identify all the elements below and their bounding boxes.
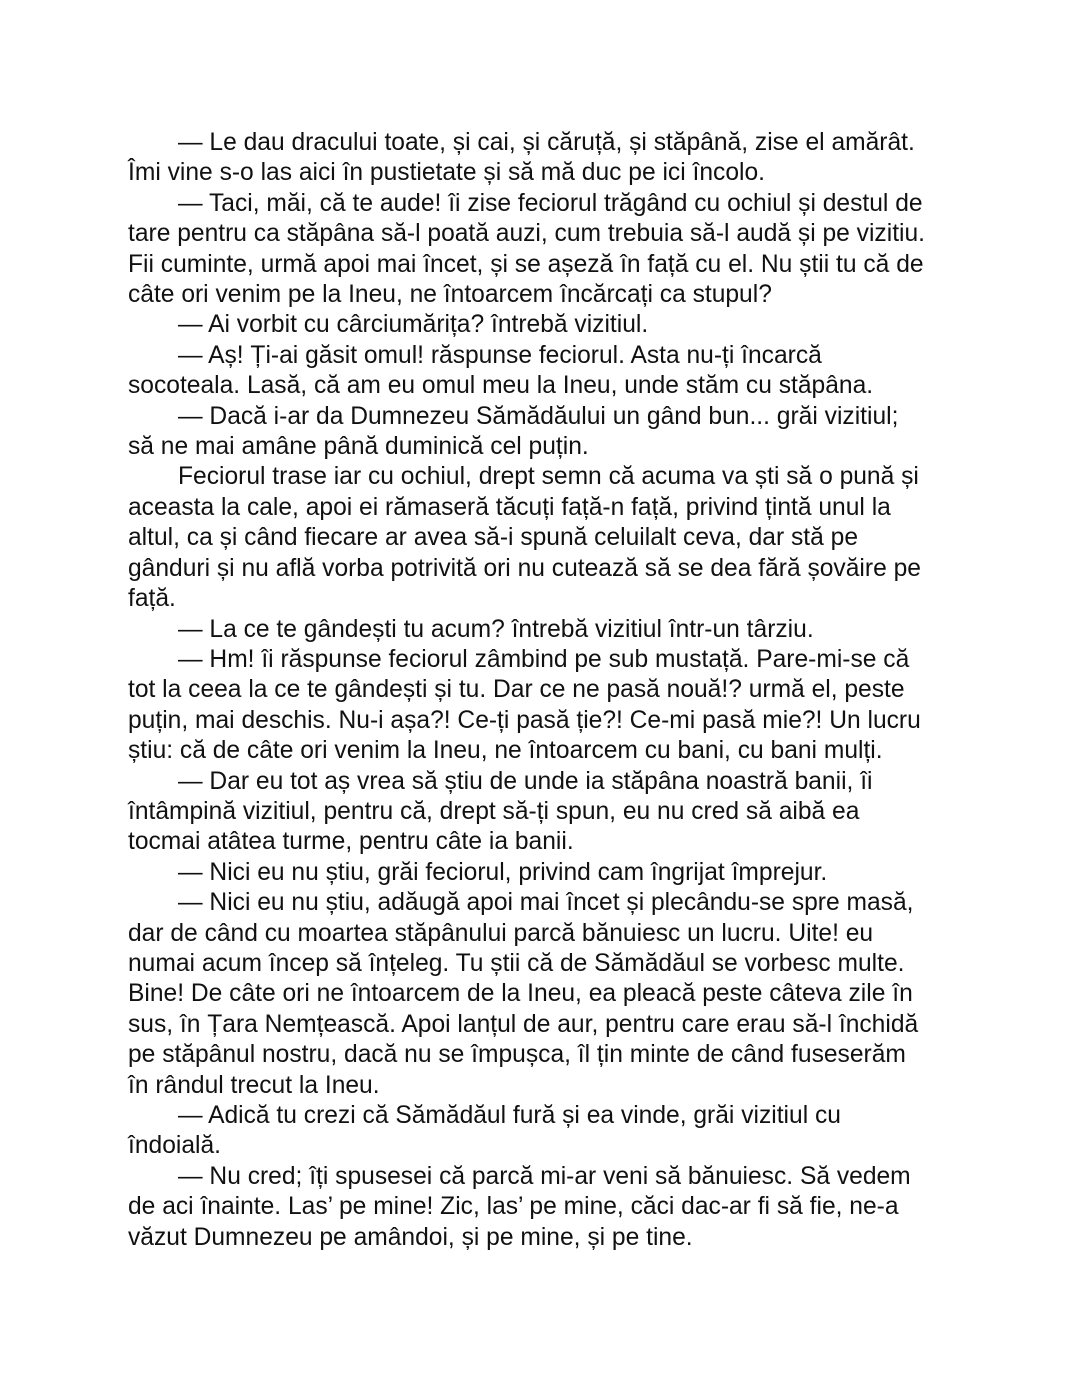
text-line: tare pentru ca stăpâna să-l poată auzi, cum trebuia să-l audă și pe vizitiu. — [128, 220, 926, 248]
paragraph — [128, 1162, 958, 1253]
paragraph — [128, 1101, 958, 1162]
text-line: știu: că de câte ori venim la Ineu, ne întoarcem cu bani, cu bani mulți. — [128, 737, 883, 765]
text-line: de aci înainte. Las’ pe mine! Zic, las’ pe mine, căci dac-ar fi să fie, ne-a — [128, 1193, 899, 1221]
text-line: câte ori venim pe la Ineu, ne întoarcem încărcați ca stupul? — [128, 281, 772, 309]
text-line: față. — [128, 585, 176, 613]
text-line: îndoială. — [128, 1132, 221, 1160]
text-line: Fii cuminte, urmă apoi mai încet, și se așeză în față cu el. Nu știi tu că de — [128, 250, 924, 278]
document-page — [128, 128, 958, 1253]
text-line: — Ai vorbit cu cârciumărița? întrebă vizitiul. — [178, 311, 649, 339]
text-line: Feciorul trase iar cu ochiul, drept semn că acuma va ști să o pună și — [178, 463, 919, 491]
paragraph — [128, 615, 958, 645]
text-line: — La ce te gândești tu acum? întrebă vizitiul într-un târziu. — [178, 615, 814, 643]
text-line: — Le dau dracului toate, și cai, și căruță, și stăpână, zise el amărât. — [178, 129, 915, 156]
text-line: — Nici eu nu știu, grăi feciorul, privind cam îngrijat împrejur. — [178, 858, 828, 886]
paragraph — [128, 128, 958, 189]
text-line: să ne mai amâne până duminică cel puțin. — [128, 433, 589, 461]
text-line: sus, în Țara Nemțească. Apoi lanțul de aur, pentru care erau să-l închidă — [128, 1010, 919, 1038]
text-line: — Nu cred; îți spusesei că parcă mi-ar veni să bănuiesc. Să vedem — [178, 1162, 911, 1190]
text-line: puțin, mai deschis. Nu-i așa?! Ce-ți pasă ție?! Ce-mi pasă mie?! Un lucru — [128, 706, 921, 734]
text-line: întâmpină vizitiul, pentru că, drept să-ți spun, eu nu cred să aibă ea — [128, 797, 860, 825]
paragraph — [128, 888, 958, 1101]
text-line: dar de când cu moartea stăpânului parcă bănuiesc un lucru. Uite! eu — [128, 919, 874, 947]
text-line: aceasta la cale, apoi ei rămaseră tăcuți față-n față, privind țintă unul la — [128, 493, 891, 521]
text-line: — Aș! Ți-ai găsit omul! răspunse feciorul. Asta nu-ți încarcă — [178, 341, 822, 369]
text-line: gânduri și nu află vorba potrivită ori nu cutează să se dea fără șovăire pe — [128, 554, 921, 582]
text-line: — Taci, măi, că te aude! îi zise feciorul trăgând cu ochiul și destul de — [178, 189, 923, 217]
text-line: văzut Dumnezeu pe amândoi, și pe mine, și pe tine. — [128, 1223, 693, 1251]
paragraph — [128, 462, 958, 614]
text-line: — Adică tu crezi că Sămădăul fură și ea vinde, grăi vizitiul cu — [178, 1102, 841, 1129]
text-line: Bine! De câte ori ne întoarcem de la Ineu, ea pleacă peste câteva zile în — [128, 980, 913, 1008]
text-line: numai acum încep să înțeleg. Tu știi că de Sămădăul se vorbesc multe. — [128, 949, 905, 977]
paragraph — [128, 858, 958, 888]
paragraph — [128, 402, 958, 463]
text-line: în rândul trecut la Ineu. — [128, 1071, 380, 1099]
text-line: altul, ca și când fiecare ar avea să-i spună celuilalt ceva, dar stă pe — [128, 524, 859, 552]
text-line: socoteala. Lasă, că am eu omul meu la Ineu, unde stăm cu stăpâna. — [128, 372, 874, 400]
paragraph — [128, 767, 958, 858]
paragraph — [128, 645, 958, 767]
text-line: — Hm! îi răspunse feciorul zâmbind pe sub mustață. Pare-mi-se că — [178, 645, 910, 673]
paragraph — [128, 341, 958, 402]
text-line: tocmai atâtea turme, pentru câte ia banii. — [128, 828, 574, 856]
text-line: — Nici eu nu știu, adăugă apoi mai încet și plecându-se spre masă, — [178, 889, 914, 917]
text-line: — Dar eu tot aș vrea să știu de unde ia stăpâna noastră banii, îi — [178, 767, 873, 795]
text-line: Îmi vine s-o las aici în pustietate și să mă duc pe ici încolo. — [128, 159, 765, 187]
paragraph — [128, 189, 958, 311]
text-line: tot la ceea la ce te gândești și tu. Dar ce ne pasă nouă!? urmă el, peste — [128, 676, 905, 704]
paragraph — [128, 310, 958, 340]
text-line: pe stăpânul nostru, dacă nu se împușca, îl țin minte de când fuseserăm — [128, 1041, 906, 1069]
text-line: — Dacă i-ar da Dumnezeu Sămădăului un gând bun... grăi vizitiul; — [178, 402, 899, 430]
